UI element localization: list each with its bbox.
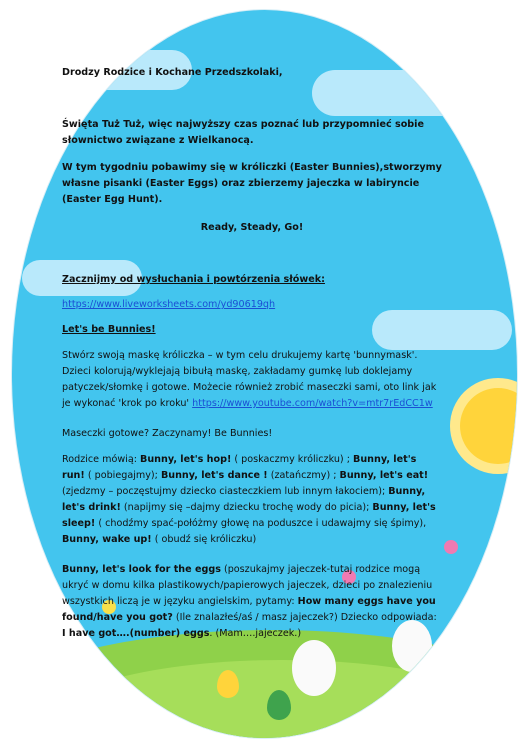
ready-line: Ready, Steady, Go! [200,222,304,233]
bunnies-title: Let's be Bunnies! [62,324,156,335]
commands-text: ( pobiegajmy); [84,470,161,481]
commands-text: ( poskaczmy króliczku) ; [231,454,354,465]
week-plan-paragraph: W tym tygodniu pobawimy się w króliczki (Easter Bunnies),stworzymy własne pisanki (Easter Eggs) oraz zbierzemy jajeczka w labiryncie (Easter Egg Hunt). [62,162,442,205]
command-hop: Bunny, let's hop! [140,454,232,465]
question-how-many-eggs: How many eggs have you found/have you got? [62,596,436,623]
command-run: Bunny, let's run! [62,454,417,481]
greeting: Drodzy Rodzice i Kochane Przedszkolaki, [62,67,283,78]
command-eat: Bunny, let's eat! [339,470,429,481]
easter-egg-decoration [267,690,291,720]
easter-egg-decoration [217,670,239,698]
masks-ready-line: Maseczki gotowe? Zaczynamy! Be Bunnies! [62,428,273,439]
sun-decoration [460,388,517,464]
command-wake-up: Bunny, wake up! [62,534,152,545]
commands-text: ( obudź się króliczku) [151,534,257,545]
commands-text: (napijmy się –dajmy dziecku trochę wody do picia); [120,502,373,513]
mask-paragraph [62,348,442,412]
hunt-text: . (Mam….jajeczek.) [209,628,302,639]
egg-hunt-paragraph [62,562,442,642]
bunny-decoration [292,640,336,696]
intro-paragraph: Święta Tuż Tuż, więc najwyższy czas poznać lub przypomnieć sobie słownictwo związane z Wielkanocą. [62,119,424,146]
command-look-for-eggs: Bunny, let's look for the eggs [62,564,221,575]
commands-text: Rodzice mówią: [62,454,141,465]
answer-i-have-got: I have got….(number) eggs [62,628,210,639]
commands-text: (zatańczmy) ; [267,470,340,481]
hunt-text: (Ile znalazłeś/aś / masz jajeczek?) Dziecko odpowiada: [172,612,437,623]
commands-paragraph [62,452,442,548]
commands-text: ( chodźmy spać-połóżmy głowę na poduszce i udawajmy się śpimy), [95,518,427,529]
command-sleep: Bunny, let's sleep! [62,502,436,529]
youtube-link[interactable]: https://www.youtube.com/watch?v=mtr7rEdCC1w [192,398,433,409]
command-dance: Bunny, let's dance ! [160,470,268,481]
command-drink: Bunny, let's drink! [62,486,426,513]
worksheet-link[interactable]: https://www.liveworksheets.com/yd90619qh [62,299,276,310]
section-title: Zacznijmy od wysłuchania i powtórzenia słówek: [62,274,325,285]
commands-text: (zjedzmy – poczęstujmy dziecko ciasteczkiem lub innym łakociem); [62,486,389,497]
hunt-text: (poszukajmy jajeczek-tutaj rodzice mogą ukryć w domu kilka plastikowych/papierowych jajeczek, dzieci po znalezieniu wszystkich liczą je w języku angielskim, pytamy: [62,564,433,607]
mask-text: Stwórz swoją maskę króliczka – w tym celu drukujemy kartę 'bunnymask'. Dzieci kolorują/wyklejają bibułą maskę, zakładamy gumkę lub doklejamy patyczek/słomkę i gotowe. Możecie również zrobić maseczki sami, oto link jak je wykonać 'krok po kroku' [62,350,437,409]
flower-decoration [444,540,458,554]
